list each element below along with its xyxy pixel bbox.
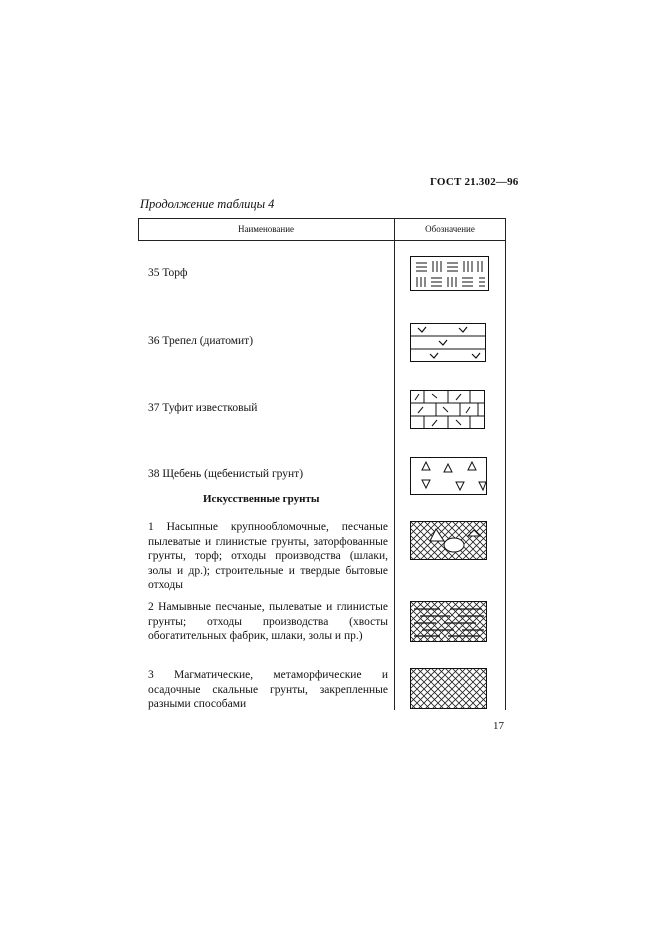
crushed-stone-symbol-icon <box>410 457 490 497</box>
tripoli-symbol-icon <box>410 323 490 363</box>
column-header-name: Наименование <box>237 224 295 234</box>
table-row-label: 37 Туфит известковый <box>148 402 258 414</box>
table-column-divider <box>394 218 395 710</box>
table-row-label: 3 Магматические, метаморфические и осадочные скальные грунты, закрепленные разными способами <box>148 669 388 710</box>
table-row-label: 38 Щебень (щебенистый грунт) <box>148 468 304 480</box>
column-header-symbol: Обозначение <box>425 224 475 234</box>
tuffite-symbol-icon <box>410 390 490 430</box>
hydraulic-fill-symbol-icon <box>410 601 490 643</box>
table-continuation-title: Продолжение таблицы 4 <box>140 197 275 211</box>
fixed-rock-symbol-icon <box>410 668 490 710</box>
fill-soil-symbol-icon <box>410 521 490 561</box>
table-row-label: 35 Торф <box>148 267 188 279</box>
doc-code: ГОСТ 21.302—96 <box>430 176 519 188</box>
table-header-divider <box>138 240 506 241</box>
table-row-label: 1 Насыпные крупнообломочные, песчаные пылеватые и глинистые грунты, заторфованные грунты, торф; отходы производства (шлаки, золы и др.); строительные и твердые бытовые отходы <box>148 521 388 591</box>
table-top-border <box>138 218 506 219</box>
peat-symbol-icon <box>410 256 490 292</box>
table-right-border <box>505 218 506 710</box>
table-row-label: 36 Трепел (диатомит) <box>148 335 254 347</box>
page-number: 17 <box>493 720 504 732</box>
table-row-label: 2 Намывные песчаные, пылеватые и глинистые грунты; отходы производства (хвосты обогатительных фабрик, шлаки, золы и пр.) <box>148 601 388 642</box>
section-title: Искусственные грунты <box>203 493 320 505</box>
